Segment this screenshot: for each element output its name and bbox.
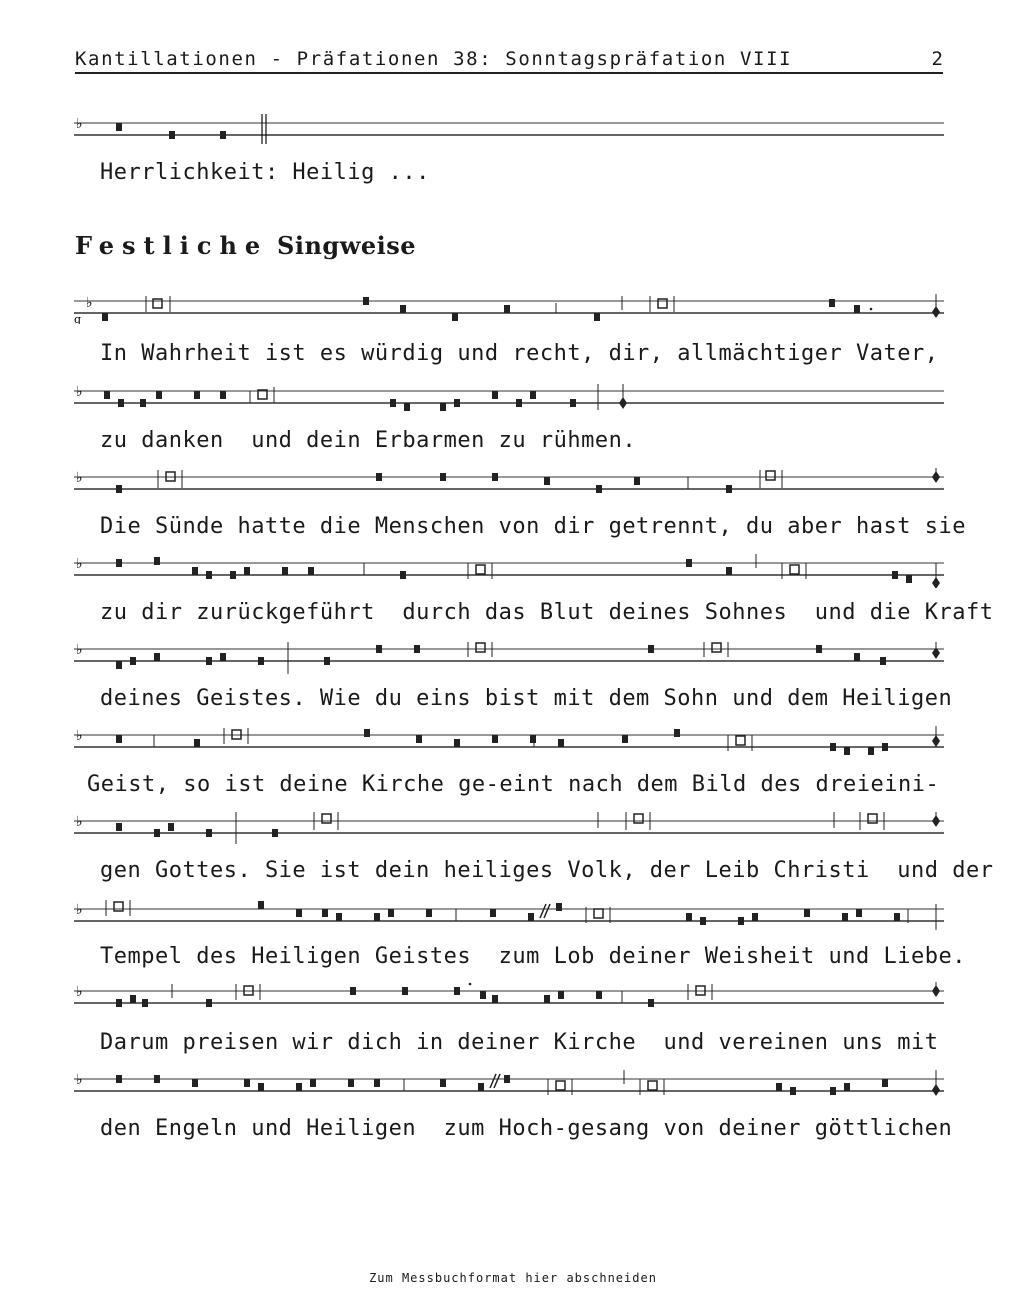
svg-text:♭: ♭ xyxy=(76,984,83,1000)
page-number: 2 xyxy=(931,48,943,70)
section-title-part1: Festliche xyxy=(75,231,269,260)
lyric-line-8: Tempel des Heiligen Geistes zum Lob deiner Weisheit und Liebe. xyxy=(100,944,966,969)
lyric-line-2: zu danken und dein Erbarmen zu rühmen. xyxy=(100,428,637,453)
lyric-line-4: zu dir zurückgeführt durch das Blut deines Sohnes und die Kraft xyxy=(100,600,994,625)
svg-text:♭: ♭ xyxy=(86,295,93,311)
svg-text:♭: ♭ xyxy=(76,728,83,744)
svg-text:♭: ♭ xyxy=(76,556,83,572)
staff-intro xyxy=(74,114,944,136)
svg-text:g: g xyxy=(74,313,82,324)
staff-system-8 xyxy=(74,898,944,920)
footer-cut-note: Zum Messbuchformat hier abschneiden xyxy=(369,1271,657,1285)
intro-lyric: Herrlichkeit: Heilig ... xyxy=(100,160,430,185)
svg-text:♭: ♭ xyxy=(76,642,83,658)
section-title xyxy=(75,231,416,260)
lyric-line-10: den Engeln und Heiligen zum Hoch-gesang von deiner göttlichen xyxy=(100,1116,953,1141)
staff-system-3 xyxy=(74,468,944,490)
svg-text:♭: ♭ xyxy=(76,116,83,132)
svg-text:♭: ♭ xyxy=(76,902,83,918)
lyric-line-6: Geist, so ist deine Kirche ge-eint nach dem Bild des dreieini- xyxy=(87,772,940,797)
svg-text:♭: ♭ xyxy=(76,384,83,400)
lyric-line-5: deines Geistes. Wie du eins bist mit dem Sohn und dem Heiligen xyxy=(100,686,953,711)
staff-system-7 xyxy=(74,812,944,834)
lyric-line-9: Darum preisen wir dich in deiner Kirche und vereinen uns mit xyxy=(100,1030,939,1055)
staff-system-2 xyxy=(74,382,944,404)
staff-system-9 xyxy=(74,982,944,1004)
header-title: Kantillationen - Präfationen 38: Sonntagspräfation VIII xyxy=(75,48,793,70)
section-title-part2: Singweise xyxy=(277,231,417,260)
lyric-line-7: gen Gottes. Sie ist dein heiliges Volk, der Leib Christi und der xyxy=(100,858,994,883)
svg-text:♭: ♭ xyxy=(76,1072,83,1088)
page-header xyxy=(75,46,943,74)
lyric-line-3: Die Sünde hatte die Menschen von dir getrennt, du aber hast sie xyxy=(100,514,966,539)
staff-system-5 xyxy=(74,642,944,664)
staff-system-1 xyxy=(74,294,944,324)
lyric-line-1: In Wahrheit ist es würdig und recht, dir, allmächtiger Vater, xyxy=(100,341,939,366)
staff-system-6 xyxy=(74,726,944,748)
svg-text:♭: ♭ xyxy=(76,470,83,486)
staff-system-10 xyxy=(74,1070,944,1092)
svg-text:♭: ♭ xyxy=(76,814,83,830)
staff-system-4 xyxy=(74,554,944,576)
